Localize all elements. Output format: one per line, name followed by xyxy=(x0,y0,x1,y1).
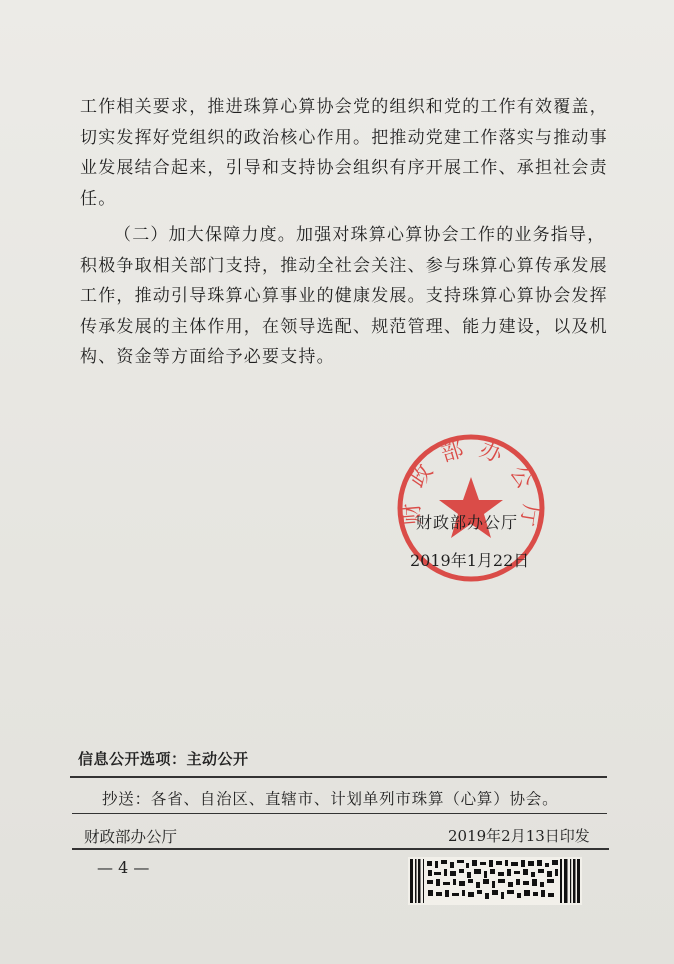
paragraph-1: 工作相关要求，推进珠算心算协会党的组织和党的工作有效覆盖，切实发挥好党组织的政治核心作用。把推动党建工作落实与推动事业发展结合起来，引导和支持协会组织有序开展工作、承担社会责任。 xyxy=(80,97,608,209)
footer-top-rule xyxy=(70,776,607,778)
paragraph-2-text: （二）加大保障力度。加强对珠算心算协会工作的业务指导，积极争取相关部门支持，推动全社会关注、参与珠算心算传承发展工作，推动引导珠算心算事业的健康发展。支持珠算心算协会发挥传承发展的主体作用，在领导选配、规范管理、能力建设，以及机构、资金等方面给予必要支持。 xyxy=(80,225,608,367)
cc-line: 抄送：各省、自治区、直辖市、计划单列市珠算（心算）协会。 xyxy=(102,790,559,808)
document-body xyxy=(80,92,615,373)
disclosure-option: 信息公开选项：主动公开 xyxy=(78,750,249,768)
svg-text:财 政 部 办 公 厅: 财 政 部 办 公 厅 xyxy=(399,436,544,532)
signature-date: 2019年1月22日 xyxy=(410,551,530,570)
footer-mid-rule xyxy=(72,813,607,814)
paragraph-2 xyxy=(80,220,615,373)
print-org: 财政部办公厅 xyxy=(84,828,178,846)
signature-org: 财政部办公厅 xyxy=(416,513,519,532)
page-number: — 4 — xyxy=(97,858,150,877)
footer-bottom-rule xyxy=(72,848,609,850)
print-date: 2019年2月13日印发 xyxy=(448,827,590,845)
barcode-icon xyxy=(408,857,582,905)
